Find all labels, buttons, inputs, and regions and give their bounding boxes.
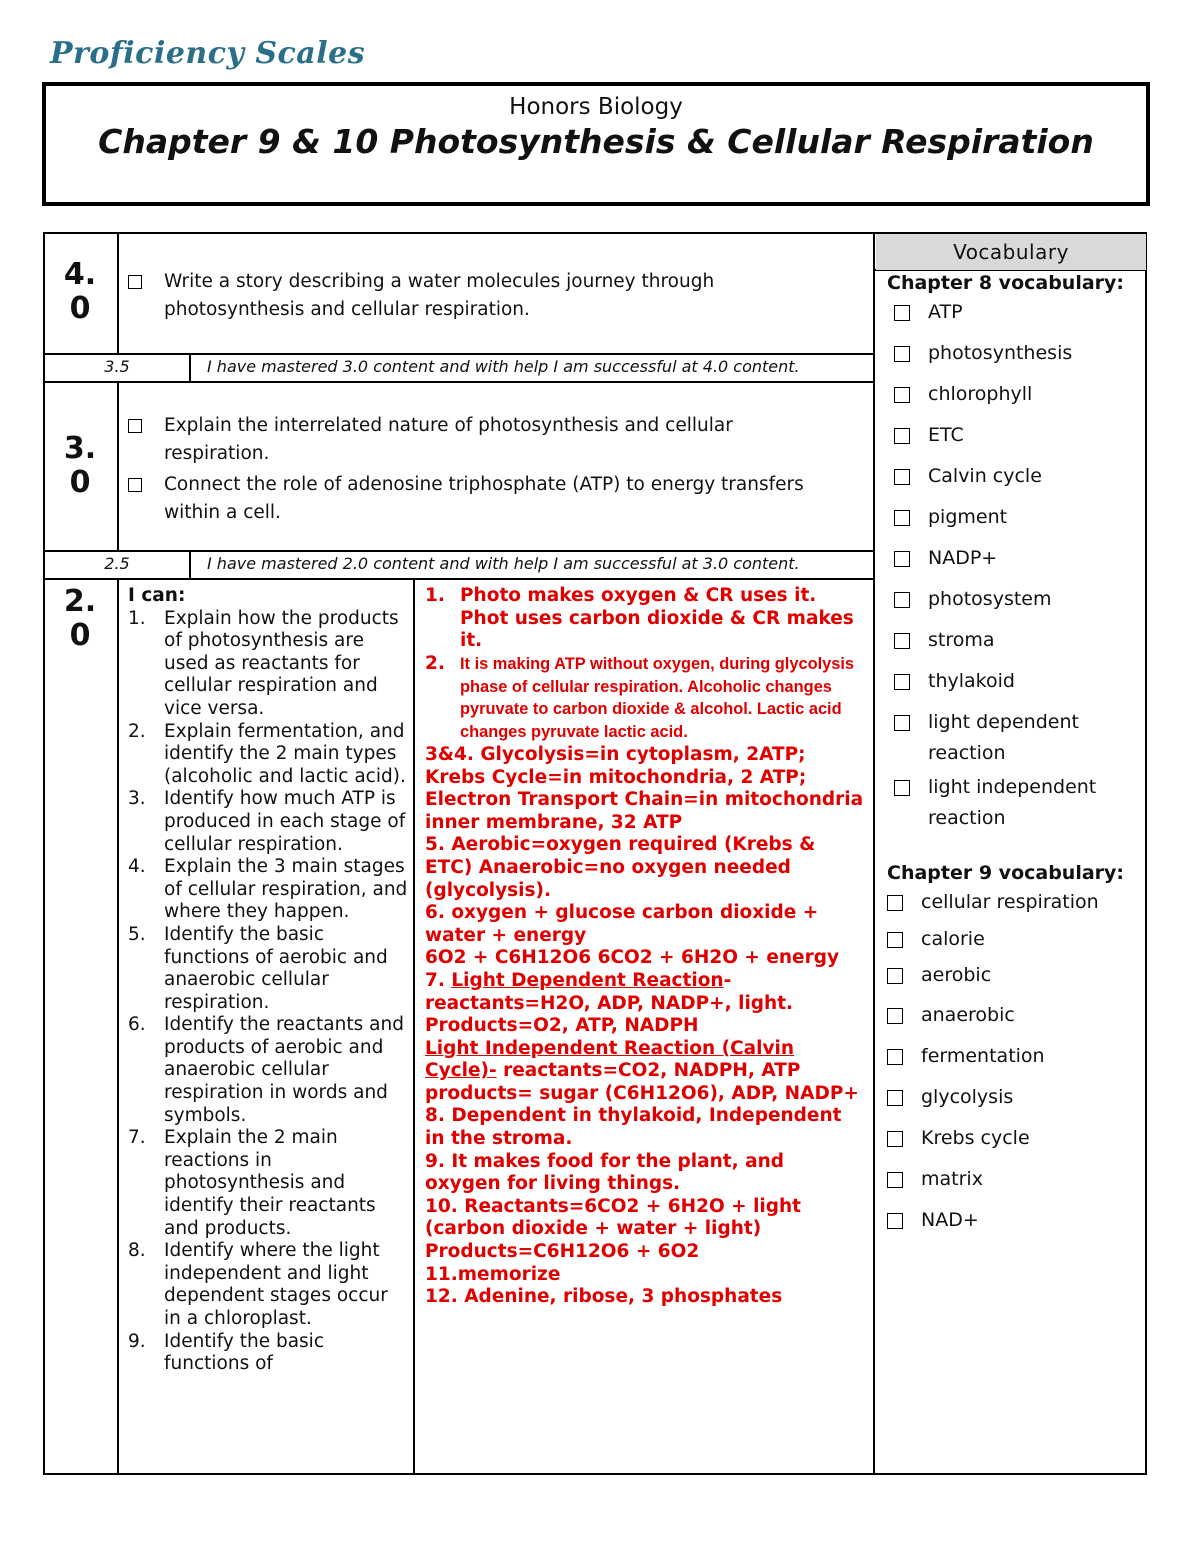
objective-number: 9. bbox=[128, 1330, 146, 1352]
objective-item bbox=[128, 1127, 410, 1240]
row-2-5-score: 2.5 bbox=[104, 554, 130, 573]
vocab-term: chlorophyll bbox=[928, 383, 1033, 405]
objective-number: 4. bbox=[128, 856, 146, 878]
vocab-term: light dependent bbox=[928, 711, 1079, 733]
checkbox-icon[interactable] bbox=[894, 551, 910, 567]
row-3-5-text: I have mastered 3.0 content and with help I am successful at 4.0 content. bbox=[207, 357, 800, 376]
course-name: Honors Biology bbox=[509, 94, 683, 120]
checkbox-icon[interactable] bbox=[887, 1172, 903, 1188]
objective-text: Identify where the light independent and light dependent stages occur in a chloroplast. bbox=[164, 1240, 388, 1329]
checkbox-icon[interactable] bbox=[894, 510, 910, 526]
objective-text: Explain the 2 main reactions in photosynthesis and identify their reactants and products. bbox=[164, 1127, 376, 1239]
text-line: Write a story describing a water molecules journey through bbox=[164, 271, 715, 292]
objective-item bbox=[128, 721, 410, 789]
objective-text: Explain how the products of photosynthesis are used as reactants for cellular respiration and vice versa. bbox=[164, 607, 399, 719]
answer-6-words: 6. oxygen + glucose carbon dioxide + water + energy bbox=[425, 902, 819, 946]
objective-item bbox=[128, 1014, 410, 1127]
objective-number: 2. bbox=[128, 720, 146, 742]
answer-7-number: 7. bbox=[425, 969, 452, 991]
checkbox-icon[interactable] bbox=[887, 1090, 903, 1106]
objective-text: Explain the 3 main stages of cellular respiration, and where they happen. bbox=[164, 856, 408, 923]
answer-12: 12. Adenine, ribose, 3 phosphates bbox=[425, 1286, 783, 1308]
vocab-term: cellular respiration bbox=[921, 891, 1099, 913]
objective-number: 8. bbox=[128, 1240, 146, 1262]
level-4-item-text bbox=[164, 268, 714, 324]
objective-text: Identify how much ATP is produced in each stage of cellular respiration. bbox=[164, 788, 406, 855]
vocab-term: fermentation bbox=[921, 1045, 1045, 1067]
vocab-term: photosynthesis bbox=[928, 342, 1073, 364]
objective-item bbox=[128, 856, 410, 924]
checkbox-icon[interactable] bbox=[894, 715, 910, 731]
objective-item bbox=[128, 924, 410, 1014]
answers-column bbox=[425, 585, 865, 1309]
checkbox-icon[interactable] bbox=[894, 428, 910, 444]
objective-text: Identify the reactants and products of aerobic and anaerobic cellular respiration in words and symbols. bbox=[164, 1014, 404, 1126]
vocab-term: ETC bbox=[928, 424, 964, 446]
objective-item bbox=[128, 608, 410, 721]
checkbox-icon[interactable] bbox=[894, 780, 910, 796]
objective-number: 5. bbox=[128, 923, 146, 945]
vocab-term: matrix bbox=[921, 1168, 983, 1190]
answer-8: 8. Dependent in thylakoid, Independent in the stroma. bbox=[425, 1105, 842, 1150]
level4-divider bbox=[117, 232, 119, 353]
row-line bbox=[43, 578, 874, 580]
answer-7-dependent-text: - reactants=H2O, ADP, NADP+, light. Products=O2, ATP, NADPH bbox=[425, 969, 794, 1037]
text-line: within a cell. bbox=[164, 502, 281, 523]
checkbox-icon[interactable] bbox=[887, 895, 903, 911]
vocab-term: Krebs cycle bbox=[921, 1127, 1030, 1149]
vocab-term: anaerobic bbox=[921, 1004, 1015, 1026]
checkbox-icon[interactable] bbox=[887, 1131, 903, 1147]
vocab-term: reaction bbox=[928, 742, 1006, 764]
vocabulary-heading: Vocabulary bbox=[876, 234, 1146, 270]
level3-divider bbox=[117, 383, 119, 550]
title-box bbox=[42, 82, 1150, 206]
vocab-term: pigment bbox=[928, 506, 1008, 528]
checkbox-icon[interactable] bbox=[894, 633, 910, 649]
vocab-term: stroma bbox=[928, 629, 995, 651]
vocab-term: reaction bbox=[928, 807, 1006, 829]
row-2-5-text: I have mastered 2.0 content and with help I am successful at 3.0 content. bbox=[207, 554, 800, 573]
vocab-term: ATP bbox=[928, 301, 963, 323]
light-independent-heading: Light Independent Reaction (Calvin Cycle)- bbox=[425, 1037, 795, 1082]
row35-divider bbox=[189, 353, 191, 383]
vocab-term: thylakoid bbox=[928, 670, 1015, 692]
checkbox-icon[interactable] bbox=[894, 469, 910, 485]
level-4-decimal: 0 bbox=[69, 291, 91, 326]
brand-title: Proficiency Scales bbox=[50, 36, 366, 71]
answer-1 bbox=[425, 585, 865, 653]
level-2-decimal: 0 bbox=[69, 618, 91, 653]
vocab-term: calorie bbox=[921, 928, 985, 950]
vocab-term: aerobic bbox=[921, 964, 992, 986]
level-3-item-1-text bbox=[164, 412, 733, 468]
page-title: Chapter 9 & 10 Photosynthesis & Cellular Respiration bbox=[98, 122, 1094, 161]
row-line bbox=[43, 381, 874, 383]
row25-divider bbox=[189, 550, 191, 580]
answer-7 bbox=[425, 970, 865, 1038]
answer-7-independent bbox=[425, 1038, 865, 1106]
level-3-item-2-text bbox=[164, 471, 804, 527]
answer-7-independent-text: reactants=CO2, NADPH, ATP products= sugar (C6H12O6), ADP, NADP+ bbox=[425, 1060, 859, 1104]
answer-9: 9. It makes food for the plant, and oxygen for living things. bbox=[425, 1150, 784, 1195]
level-4-digit: 4. bbox=[63, 257, 97, 292]
text-line: photosynthesis and cellular respiration. bbox=[164, 299, 530, 320]
objective-item bbox=[128, 788, 410, 856]
vocab-term: glycolysis bbox=[921, 1086, 1014, 1108]
row-3-5-score: 3.5 bbox=[104, 357, 130, 376]
i-can-list bbox=[128, 585, 410, 1376]
answer-2 bbox=[425, 653, 865, 744]
table-border-bottom bbox=[43, 1473, 1147, 1475]
checkbox-icon[interactable] bbox=[128, 419, 142, 433]
checkbox-icon[interactable] bbox=[894, 387, 910, 403]
table-border-right bbox=[1145, 232, 1147, 1475]
checkbox-icon[interactable] bbox=[894, 674, 910, 690]
chapter-9-label: Chapter 9 vocabulary: bbox=[887, 862, 1125, 884]
checkbox-icon[interactable] bbox=[128, 275, 142, 289]
vocab-term: NADP+ bbox=[928, 547, 998, 569]
vocab-term: NAD+ bbox=[921, 1209, 979, 1231]
checkbox-icon[interactable] bbox=[894, 305, 910, 321]
objective-text: Identify the basic functions of bbox=[164, 1330, 324, 1375]
answer-3-4: 3&4. Glycolysis=in cytoplasm, 2ATP; Krebs Cycle=in mitochondria, 2 ATP; Electron Transport Chain=in mitochondria inner membrane, 32 ATP bbox=[425, 743, 864, 833]
level-4-label bbox=[45, 258, 115, 326]
answer-number: 1. bbox=[425, 585, 445, 606]
level2-divider bbox=[117, 580, 119, 1475]
answer-text: It is making ATP without oxygen, during glycolysis phase of cellular respiration. Alcoholic changes pyruvate to carbon dioxide & alcohol. Lactic acid changes pyruvate lactic acid. bbox=[460, 654, 855, 742]
level-3-decimal: 0 bbox=[69, 465, 91, 500]
answer-number: 2. bbox=[425, 652, 445, 674]
objective-text: Explain fermentation, and identify the 2 main types (alcoholic and lactic acid). bbox=[164, 720, 406, 787]
objective-number: 1. bbox=[128, 607, 146, 629]
text-line: Explain the interrelated nature of photosynthesis and cellular bbox=[164, 415, 733, 436]
level-2-digit: 2. bbox=[63, 584, 97, 619]
vocab-term: photosystem bbox=[928, 588, 1052, 610]
objective-number: 3. bbox=[128, 788, 146, 810]
answer-10: 10. Reactants=6CO2 + 6H2O + light (carbon dioxide + water + light) Products=C6H12O6 + 6O2 bbox=[425, 1195, 802, 1263]
checkbox-icon[interactable] bbox=[887, 1213, 903, 1229]
objective-number: 6. bbox=[128, 1014, 146, 1036]
checkbox-icon[interactable] bbox=[128, 478, 142, 492]
level-3-label bbox=[45, 432, 115, 500]
vocab-divider bbox=[873, 232, 875, 1475]
objectives-list bbox=[128, 608, 410, 1376]
objective-number: 7. bbox=[128, 1127, 146, 1149]
objective-item bbox=[128, 1331, 410, 1376]
checkbox-icon[interactable] bbox=[887, 1008, 903, 1024]
answers-divider bbox=[413, 580, 415, 1475]
checkbox-icon[interactable] bbox=[887, 968, 903, 984]
checkbox-icon[interactable] bbox=[887, 1049, 903, 1065]
vocab-term: Calvin cycle bbox=[928, 465, 1042, 487]
text-line: respiration. bbox=[164, 443, 270, 464]
i-can-heading: I can: bbox=[128, 585, 186, 606]
answer-text: Photo makes oxygen & CR uses it. Phot uses carbon dioxide & CR makes it. bbox=[460, 585, 854, 652]
checkbox-icon[interactable] bbox=[887, 932, 903, 948]
level-2-label bbox=[45, 585, 115, 653]
checkbox-icon[interactable] bbox=[894, 346, 910, 362]
table-border-left bbox=[43, 232, 45, 1475]
objective-text: Identify the basic functions of aerobic and anaerobic cellular respiration. bbox=[164, 923, 388, 1013]
objective-item bbox=[128, 1240, 410, 1330]
answer-5: 5. Aerobic=oxygen required (Krebs & ETC) Anaerobic=no oxygen needed (glycolysis). bbox=[425, 834, 816, 901]
text-line: Connect the role of adenosine triphosphate (ATP) to energy transfers bbox=[164, 474, 804, 495]
answer-11: 11.memorize bbox=[425, 1263, 561, 1285]
checkbox-icon[interactable] bbox=[894, 592, 910, 608]
light-dependent-heading: Light Dependent Reaction bbox=[451, 969, 724, 991]
answer-6-symbols: 6O2 + C6H12O6 6CO2 + 6H2O + energy bbox=[425, 947, 840, 969]
vocab-term: light independent bbox=[928, 776, 1097, 798]
chapter-8-label: Chapter 8 vocabulary: bbox=[887, 272, 1125, 294]
level-3-digit: 3. bbox=[63, 431, 97, 466]
